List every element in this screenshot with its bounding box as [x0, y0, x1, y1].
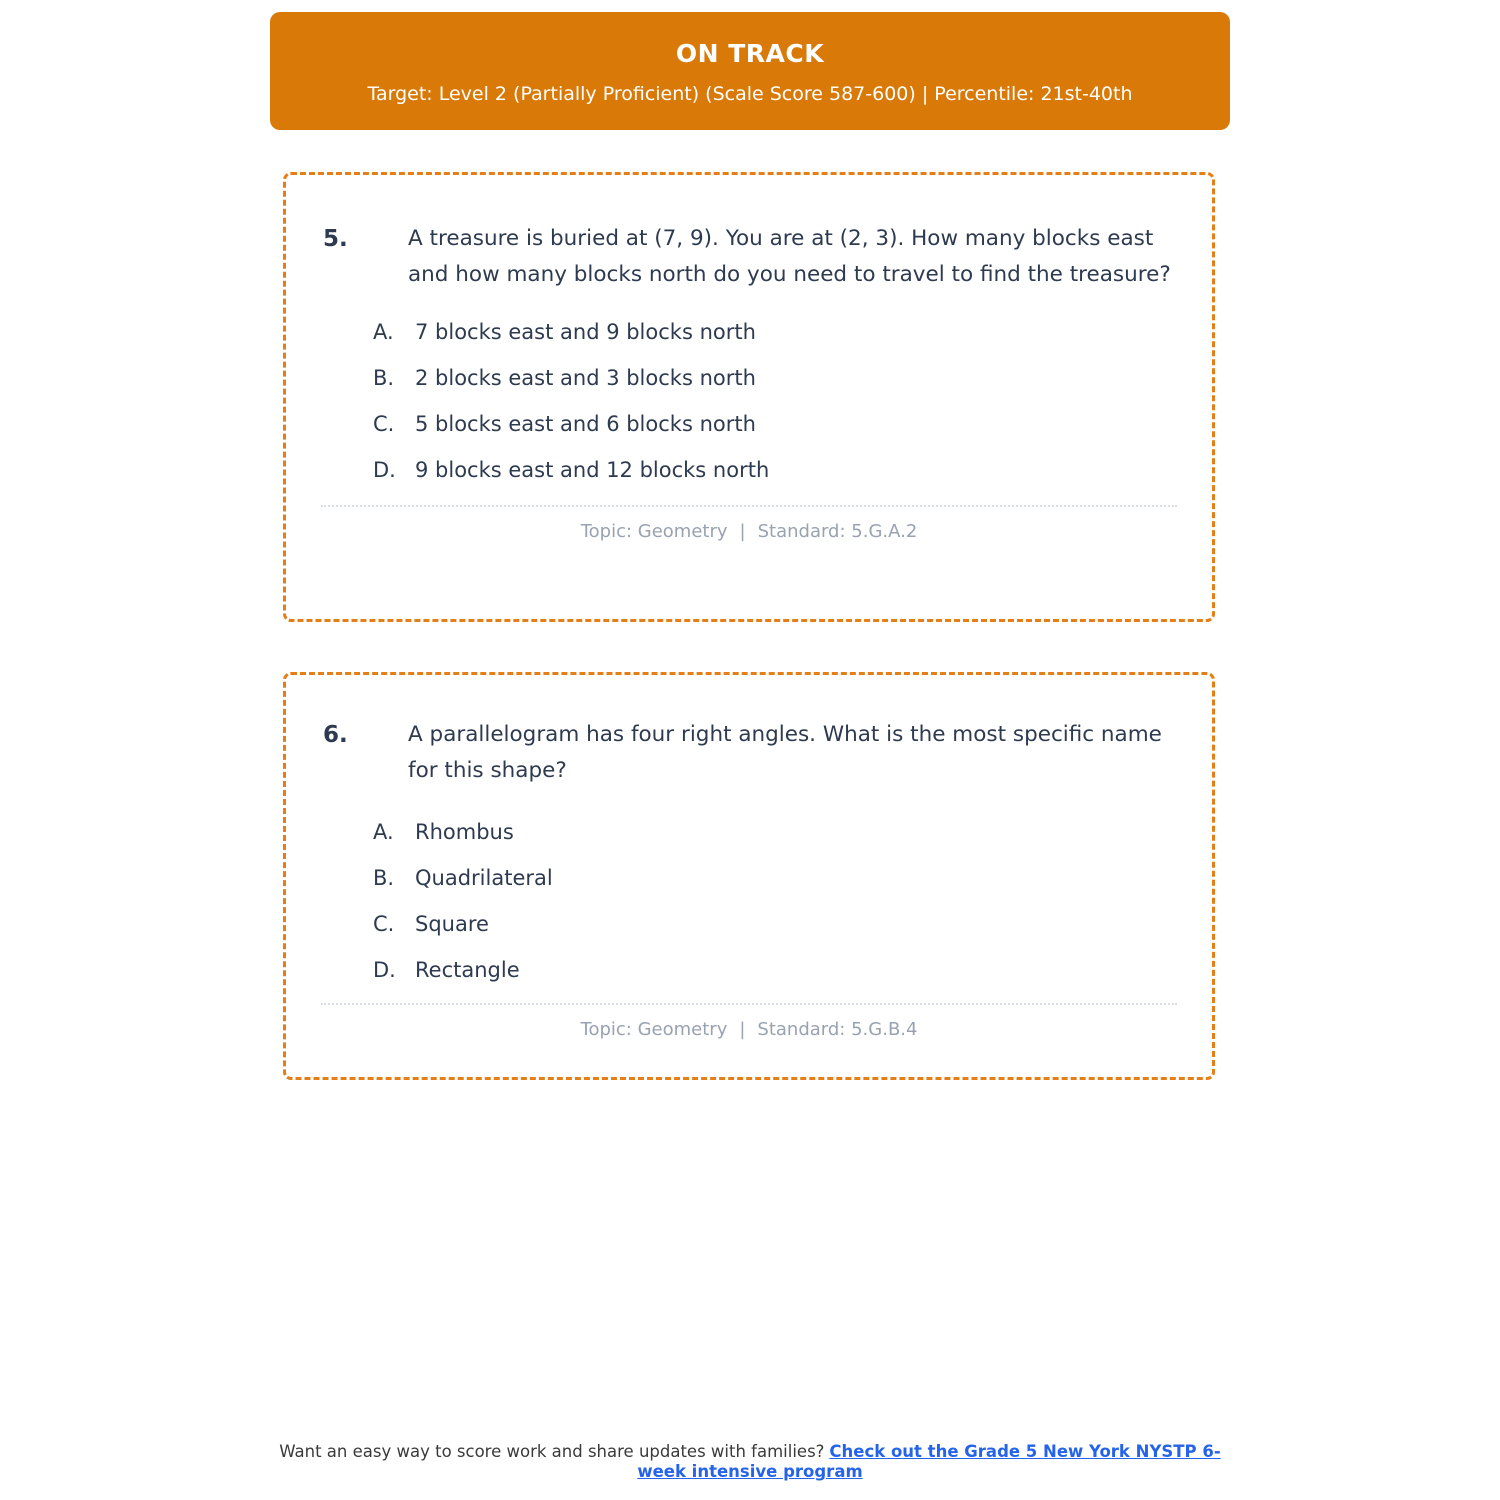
option-letter: B.	[373, 366, 395, 390]
option-letter: D.	[373, 458, 396, 482]
meta-separator: |	[739, 521, 746, 542]
question-card-5	[283, 172, 1215, 622]
option-letter: A.	[373, 820, 394, 844]
option-letter: C.	[373, 412, 395, 436]
footer-text: Want an easy way to score work and share updates with families?	[279, 1442, 825, 1461]
meta-separator: |	[739, 1019, 746, 1040]
option-text: Rectangle	[415, 958, 520, 982]
question-meta	[286, 521, 1212, 542]
option-text: 9 blocks east and 12 blocks north	[415, 458, 770, 482]
page-footer	[270, 1442, 1230, 1482]
option-a	[373, 309, 1172, 355]
option-letter: B.	[373, 866, 395, 890]
option-b	[373, 355, 1172, 401]
question-card-6	[283, 672, 1215, 1080]
options-list	[373, 809, 1172, 993]
standard-label: Standard: 5.G.B.4	[757, 1019, 918, 1040]
option-c	[373, 901, 1172, 947]
option-text: 5 blocks east and 6 blocks north	[415, 412, 756, 436]
option-text: Quadrilateral	[415, 866, 553, 890]
divider	[321, 505, 1177, 507]
question-header	[323, 717, 1172, 789]
standard-label: Standard: 5.G.A.2	[757, 521, 918, 542]
topic-label: Topic: Geometry	[580, 1019, 728, 1040]
question-number: 6.	[323, 722, 348, 748]
option-letter: A.	[373, 320, 394, 344]
question-text: A parallelogram has four right angles. What is the most specific name for this shape?	[408, 722, 1162, 783]
question-meta	[286, 1019, 1212, 1040]
option-text: 2 blocks east and 3 blocks north	[415, 366, 756, 390]
program-link[interactable]: Check out the Grade 5 New York NYSTP 6-week intensive program	[637, 1442, 1221, 1482]
banner-title: ON TRACK	[675, 39, 825, 68]
divider	[321, 1003, 1177, 1005]
question-header	[323, 221, 1172, 293]
option-d	[373, 947, 1172, 993]
score-banner	[270, 12, 1230, 130]
option-text: Square	[415, 912, 489, 936]
topic-label: Topic: Geometry	[580, 521, 728, 542]
option-letter: C.	[373, 912, 395, 936]
options-list	[373, 309, 1172, 493]
option-a	[373, 809, 1172, 855]
question-number: 5.	[323, 226, 348, 252]
option-c	[373, 401, 1172, 447]
option-d	[373, 447, 1172, 493]
question-text: A treasure is buried at (7, 9). You are at (2, 3). How many blocks east and how many blocks north do you need to travel to find the treasure?	[408, 226, 1171, 287]
option-b	[373, 855, 1172, 901]
option-text: Rhombus	[415, 820, 514, 844]
option-letter: D.	[373, 958, 396, 982]
banner-subtitle: Target: Level 2 (Partially Proficient) (Scale Score 587-600) | Percentile: 21st-40th	[367, 83, 1133, 105]
option-text: 7 blocks east and 9 blocks north	[415, 320, 756, 344]
